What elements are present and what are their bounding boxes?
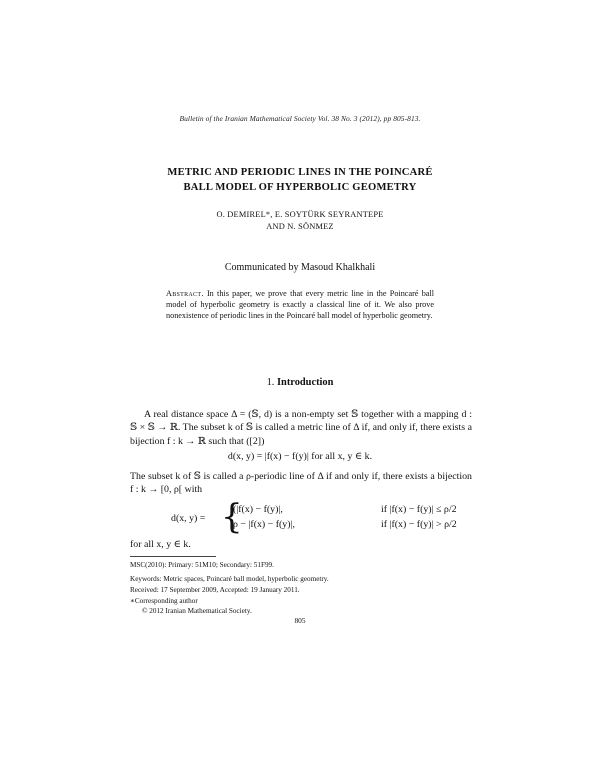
case-2-expression: ρ − |f(x) − f(y)|,: [233, 519, 295, 530]
footnote-copyright: © 2012 Iranian Mathematical Society.: [142, 607, 252, 615]
paragraph-2: The subset k of 𝕊 is called a ρ-periodic line of Δ if and only if, there exists a bijection f : k → [0, ρ[ with: [130, 471, 472, 496]
paragraph-1: A real distance space Δ = (𝕊, d) is a non-empty set 𝕊 together with a mapping d : 𝕊 × 𝕊 → ℝ. The subset k of 𝕊 is called a metric line of Δ if, and only if, there exists a bijection f : k → ℝ such that ([2]): [130, 409, 472, 447]
title-line-1: METRIC AND PERIODIC LINES IN THE POINCARÉ: [167, 167, 433, 178]
communicated-by: Communicated by Masoud Khalkhali: [224, 262, 376, 273]
authors-line-2: AND N. SÖNMEZ: [266, 222, 334, 231]
section-title: Introduction: [277, 377, 334, 388]
authors-line-1: O. DEMIREL*, E. SOYTÜRK SEYRANTEPE: [216, 210, 384, 219]
for-all-clause: for all x, y ∈ k.: [130, 539, 191, 550]
equation-lhs: d(x, y) =: [171, 513, 206, 524]
section-heading: [0, 377, 600, 388]
case-1-expression: (|f(x) − f(y)|,: [233, 504, 283, 515]
authors: [0, 209, 600, 233]
equation-periodic-line: [171, 497, 471, 537]
page-number: 805: [294, 616, 306, 625]
equation-metric-line: d(x, y) = |f(x) − f(y)| for all x, y ∈ k.: [227, 451, 373, 462]
footnote-msc: MSC(2010): Primary: 51M10; Secondary: 51F99.: [130, 561, 274, 569]
abstract-label: Abstract.: [166, 289, 204, 298]
case-2-condition: if |f(x) − f(y)| > ρ/2: [381, 519, 457, 530]
paper-title: [0, 166, 600, 195]
footnote-keywords: Keywords: Metric spaces, Poincaré ball model, hyperbolic geometry.: [130, 575, 329, 583]
footnote-rule: [130, 556, 216, 557]
footnote-received: Received: 17 September 2009, Accepted: 19 January 2011.: [130, 586, 300, 594]
abstract-text: In this paper, we prove that every metric line in the Poincaré ball model of hyperbolic geometry is exactly a classical line of it. We also prove nonexistence of periodic lines in the Poincaré ball model of hyperbolic geometry.: [166, 289, 434, 320]
abstract: [166, 289, 434, 321]
journal-header: Bulletin of the Iranian Mathematical Society Vol. 38 No. 3 (2012), pp 805-813.: [179, 114, 421, 123]
section-number: 1.: [266, 377, 275, 388]
case-1-condition: if |f(x) − f(y)| ≤ ρ/2: [381, 504, 457, 515]
equation-case-2: [233, 519, 457, 530]
footnote-corresponding: ∗Corresponding author: [130, 597, 198, 605]
equation-case-1: [233, 504, 457, 515]
title-line-2: BALL MODEL OF HYPERBOLIC GEOMETRY: [183, 181, 417, 193]
left-brace-icon: {: [221, 497, 243, 537]
